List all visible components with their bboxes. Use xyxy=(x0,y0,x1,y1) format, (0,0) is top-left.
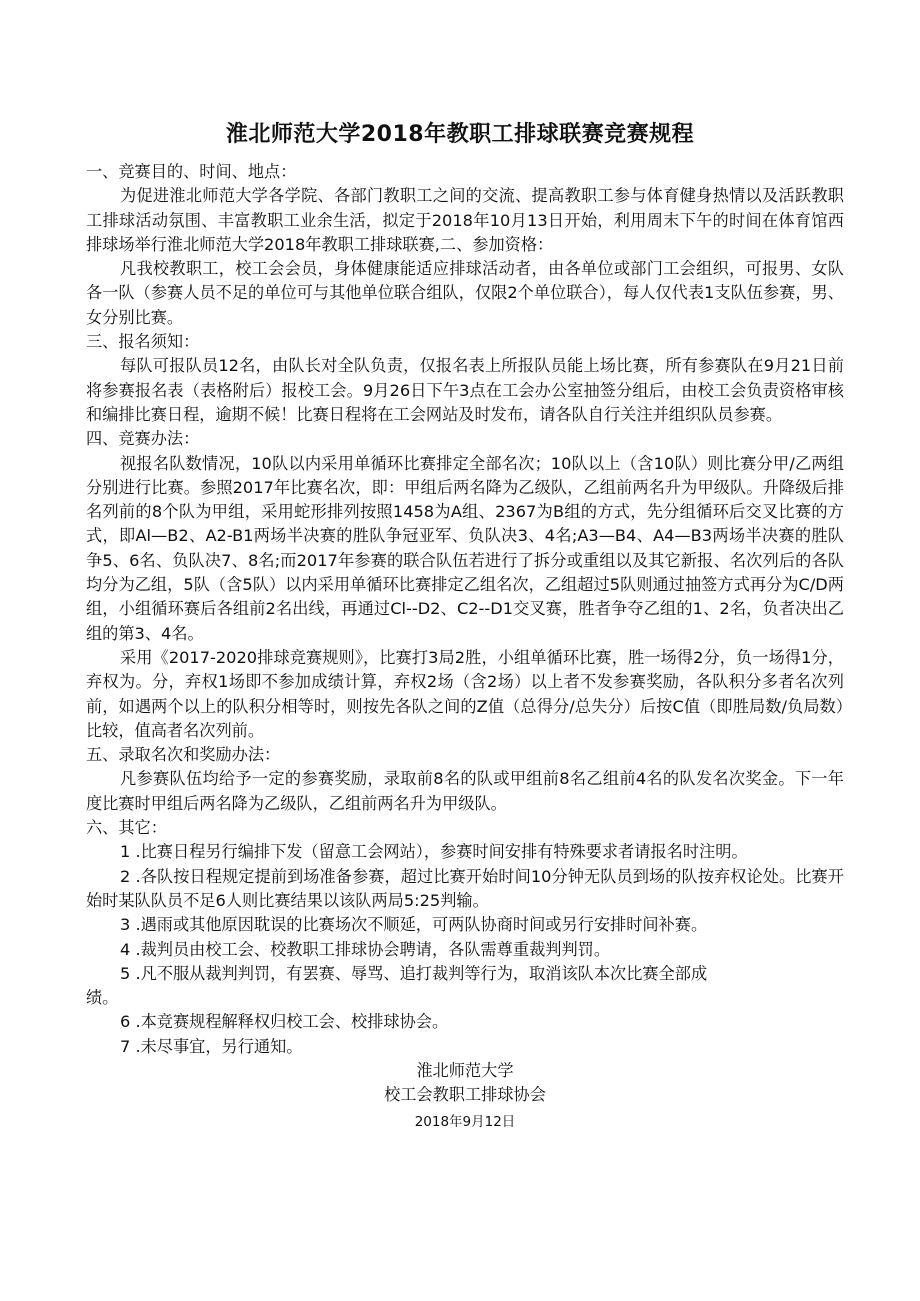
paragraph-awards: 凡参赛队伍均给予一定的参赛奖励，录取前8名的队或甲组前8名乙组前4名的队发名次奖金。下一年度比赛时甲组后两名降为乙级队，乙组前两名升为甲级队。 xyxy=(86,769,844,813)
other-item-7: 7 .未尽事宜，另行通知。 xyxy=(120,1036,303,1056)
signature-org-university: 淮北师范大学 xyxy=(416,1060,514,1080)
signature-org-association: 校工会教职工排球协会 xyxy=(384,1085,546,1105)
paragraph-method-format: 视报名队数情况，10队以内采用单循环比赛排定全部名次；10队以上（含10队）则比赛分甲/乙两组分别进行比赛。参照2017年比赛名次，即：甲组后两名降为乙级队，乙组前两名升为甲级队。升降级后排名列前的8个队为甲组，采用蛇形排列按照1458为A组、2367为B组的方式，先分组循环后交叉比赛的方式，即Al—B2、A2-B1两场半决赛的胜队争冠亚军、负队决3、4名;A3—B4、A4—B3两场半决赛的胜队争5、6名、负队决7、8名;而2017年参赛的联合队伍若进行了拆分或重组以及其它新报、名次列后的各队均分为乙组，5队（含5队）以内采用单循环比赛排定乙组名次，乙组超过5队则通过抽签方式再分为C/D两组，小组循环赛后各组前2名出线，再通过Cl--D2、C2--D1交叉赛，胜者争夺乙组的1、2名，负者决出乙组的第3、4名。 xyxy=(86,453,844,643)
other-item-4: 4 .裁判员由校工会、校教职工排球协会聘请，各队需尊重裁判判罚。 xyxy=(120,939,611,959)
other-item-5-continued: 绩。 xyxy=(86,988,119,1008)
section-heading-registration: 三、报名须知： xyxy=(86,332,200,352)
section-heading-other: 六、其它： xyxy=(86,818,167,838)
document-title: 淮北师范大学2018年教职工排球联赛竞赛规程 xyxy=(225,122,695,147)
other-item-5: 5 .凡不服从裁判判罚，有罢赛、辱骂、追打裁判等行为，取消该队本次比赛全部成 xyxy=(120,963,708,983)
other-item-3: 3 .遇雨或其他原因耽误的比赛场次不顺延，可两队协商时间或另行安排时间补赛。 xyxy=(120,915,708,935)
section-heading-method: 四、竞赛办法： xyxy=(86,429,200,449)
paragraph-method-rules: 采用《2017-2020排球竞赛规则》，比赛打3局2胜，小组单循环比赛，胜一场得2分，负一场得1分，弃权为。分，弃权1场即不参加成绩计算，弃权2场（含2场）以上者不发参赛奖励，各队积分多者名次列前，如遇两个以上的队积分相等时，则按先各队之间的Z值（总得分/总失分）后按C值（即胜局数/负局数）比较，值高者名次列前。 xyxy=(86,647,844,740)
paragraph-eligibility: 凡我校教职工，校工会会员，身体健康能适应排球活动者，由各单位或部门工会组织，可报男、女队各一队（参赛人员不足的单位可与其他单位联合组队，仅限2个单位联合），每人仅代表1支队伍参赛，男、女分别比赛。 xyxy=(86,259,844,327)
paragraph-purpose: 为促进淮北师范大学各学院、各部门教职工之间的交流、提高教职工参与体育健身热情以及活跃教职工排球活动氛围、丰富教职工业余生活，拟定于2018年10月13日开始，利用周末下午的时间在体育馆西排球场举行淮北师范大学2018年教职工排球联赛,二、参加资格： xyxy=(86,186,844,254)
paragraph-registration: 每队可报队员12名，由队长对全队负责，仅报名表上所报队员能上场比赛，所有参赛队在9月21日前将参赛报名表（表格附后）报校工会。9月26日下午3点在工会办公室抽签分组后，由校工会负责资格审核和编排比赛日程，逾期不候！比赛日程将在工会网站及时发布，请各队自行关注并组织队员参赛。 xyxy=(86,356,844,424)
document-body xyxy=(86,160,844,1134)
other-item-2: 2 .各队按日程规定提前到场准备参赛，超过比赛开始时间10分钟无队员到场的队按弃权论处。比赛开始时某队队员不足6人则比赛结果以该队两局5:25判输。 xyxy=(86,866,844,910)
section-heading-purpose: 一、竞赛目的、时间、地点： xyxy=(86,162,297,181)
signature-date: 2018年9月12日 xyxy=(414,1113,516,1130)
other-item-1: 1 .比赛日程另行编排下发（留意工会网站），参赛时间安排有特殊要求者请报名时注明。 xyxy=(120,842,748,862)
section-heading-awards: 五、录取名次和奖励办法： xyxy=(86,745,281,765)
other-item-6: 6 .本竞赛规程解释权归校工会、校排球协会。 xyxy=(120,1012,449,1032)
